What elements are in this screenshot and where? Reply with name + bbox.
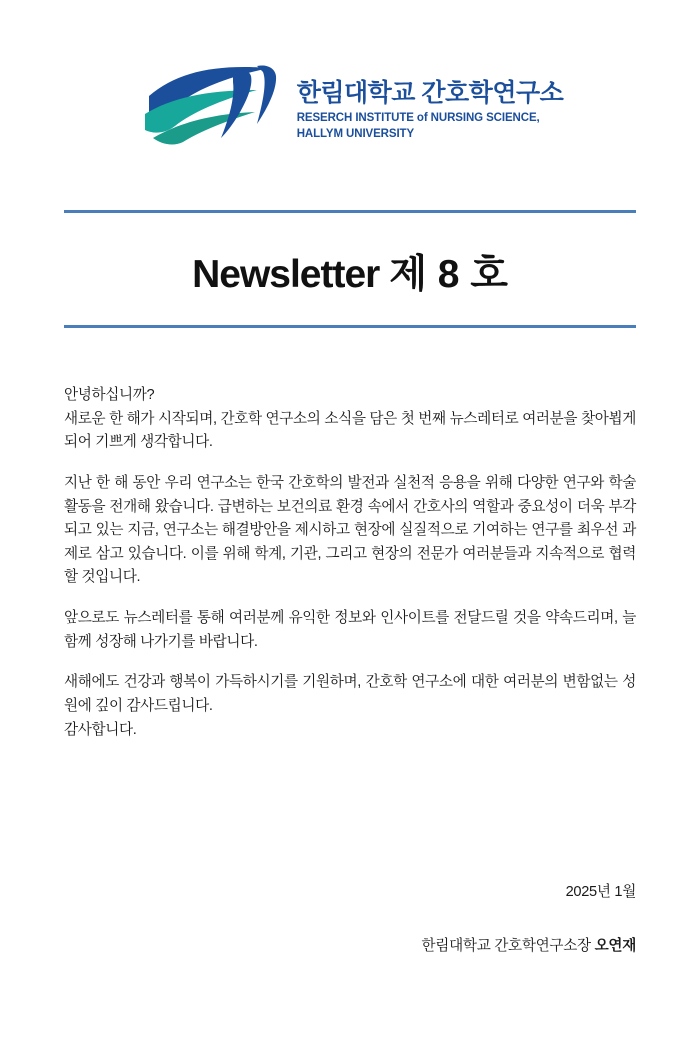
institute-name-en-line2: HALLYM UNIVERSITY <box>296 127 415 140</box>
wave-swoosh-logo-icon <box>137 52 287 148</box>
paragraph-review: 지난 한 해 동안 우리 연구소는 한국 간호학의 발전과 실천적 응용을 위해 다양한 연구와 학술 활동을 전개해 왔습니다. 급변하는 보건의료 환경 속에서 간호사의 역할과 중요성이 더욱 부각되고 있는 지금, 연구소는 해결방안을 제시하고 현장에 실질적으로 기여하는 연구를 최우선 과제로 삼고 있습니다. 이를 위해 학계, 기관, 그리고 현장의 전문가 여러분들과 지속적으로 협력할 것입니다. <box>64 474 636 586</box>
institute-name-en-line1: RESERCH INSTITUTE of NURSING SCIENCE, <box>296 112 540 125</box>
institute-header <box>0 0 700 148</box>
institute-name-en <box>297 111 564 142</box>
greeting-line-2: 새로운 한 해가 시작되며, 간호학 연구소의 소식을 담은 첫 번째 뉴스레터로 여러분을 찾아뵙게 되어 기쁘게 생각합니다. <box>64 410 636 451</box>
page-title <box>0 213 700 325</box>
page-title-issue: 제 8 호 <box>389 253 508 296</box>
signature-name <box>422 935 637 958</box>
page-title-main: Newsletter <box>192 253 380 296</box>
paragraph-promise: 앞으로도 뉴스레터를 통해 여러분께 유익한 정보와 인사이트를 전달드릴 것을 약속드리며, 늘 함께 성장해 나가기를 바랍니다. <box>64 610 636 650</box>
closing-line-1: 새해에도 건강과 행복이 가득하시기를 기원하며, 간호학 연구소에 대한 여러분의 변함없는 성원에 깊이 감사드립니다. <box>64 674 636 715</box>
signature-title: 한림대학교 간호학연구소장 <box>421 937 595 954</box>
institute-name-ko: 한림대학교 간호학연구소 <box>296 78 564 107</box>
signature-date: 2025년 1월 <box>565 884 636 901</box>
institute-name-block <box>297 58 564 143</box>
letter-body <box>64 384 636 742</box>
greeting-line-1: 안녕하십니까? <box>64 387 155 403</box>
title-rule-bottom <box>64 325 636 328</box>
paragraph-greeting <box>64 384 636 455</box>
signature-block <box>422 881 637 958</box>
signature-person: 오연재 <box>594 937 636 954</box>
paragraph-closing <box>64 671 636 742</box>
closing-line-2: 감사합니다. <box>64 721 137 738</box>
